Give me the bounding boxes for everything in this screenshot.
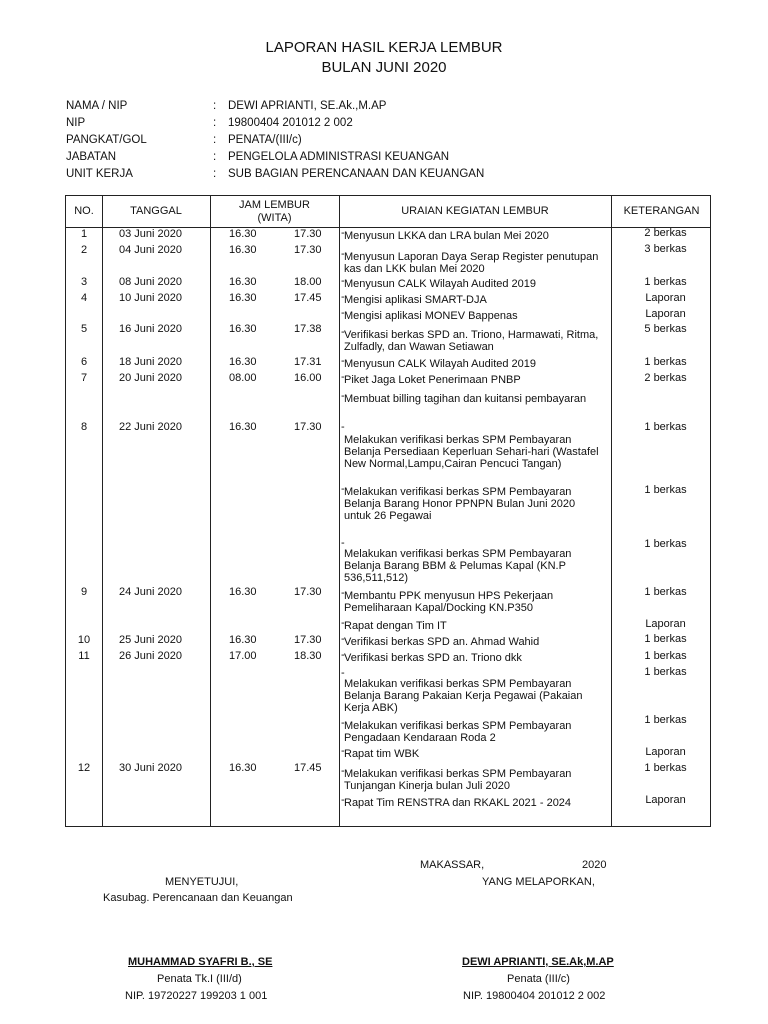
reporter-name: DEWI APRIANTI, SE.Ak,M.AP [462,956,614,968]
row-date: 25 Juni 2020 [119,634,182,646]
row-end: 17.45 [294,762,322,774]
column-divider [339,196,340,826]
activity-text: Menyusun CALK Wilayah Audited 2019 [344,358,537,370]
keterangan-cell: 2 berkas [644,372,687,384]
header-tanggal: TANGGAL [130,205,182,217]
approver-position: Kasubag. Perencanaan dan Keuangan [103,892,293,904]
row-start: 16.30 [229,323,257,335]
activity-item: - Menyusun CALK Wilayah Audited 2019 [341,355,537,370]
row-start: 16.30 [229,586,257,598]
reporter-nip: NIP. 19800404 201012 2 002 [463,990,606,1002]
activity-item: - Verifikasi berkas SPD an. Triono, Harmawati, Ritma, Zulfadly, dan Wawan Setiawan [341,326,599,353]
row-no: 8 [80,421,88,433]
keterangan-cell: 1 berkas [644,714,687,726]
row-date: 20 Juni 2020 [119,372,182,384]
activity-text: Rapat Tim RENSTRA dan RKAKL 2021 - 2024 [344,797,572,809]
activity-item: - Mengisi aplikasi MONEV Bappenas [341,307,518,322]
row-start: 16.30 [229,244,257,256]
keterangan-cell: Laporan [645,794,686,806]
activity-text: Melakukan verifikasi berkas SPM Pembayaran Belanja Barang Honor PPNPN Bulan Juni 2020 untuk 26 Pegawai [344,486,576,522]
row-start: 16.30 [229,356,257,368]
row-start: 16.30 [229,276,257,288]
activity-item: - Membuat billing tagihan dan kuitansi pembayaran [341,390,587,405]
info-value: 19800404 201012 2 002 [228,117,353,129]
activity-text: Membantu PPK menyusun HPS Pekerjaan Pemeliharaan Kapal/Docking KN.P350 [344,590,554,614]
approver-label: MENYETUJUI, [165,876,239,888]
report-title: LAPORAN HASIL KERJA LEMBUR [265,39,503,56]
row-start: 08.00 [229,372,257,384]
header-uraian: URAIAN KEGIATAN LEMBUR [401,205,549,217]
activity-text: Melakukan verifikasi berkas SPM Pembayaran Belanja Barang BBM & Pelumas Kapal (KN.P 536,511,512) [344,548,572,584]
activity-item: - Melakukan verifikasi berkas SPM Pembayaran Belanja Barang Honor PPNPN Bulan Juni 2020 untuk 26 Pegawai [341,483,576,522]
activity-item [344,678,604,714]
row-end: 17.31 [294,356,322,368]
info-value: PENGELOLA ADMINISTRASI KEUANGAN [228,151,450,163]
activity-text: Mengisi aplikasi MONEV Bappenas [344,310,518,322]
header-no: NO. [74,205,94,217]
row-no: 1 [80,228,88,240]
keterangan-cell: Laporan [645,618,686,630]
activity-item: - Piket Jaga Loket Penerimaan PNBP [341,371,521,386]
row-start: 16.30 [229,421,257,433]
row-end: 17.30 [294,421,322,433]
info-label: NIP [66,117,86,129]
activity-text: Mengisi aplikasi SMART-DJA [344,294,487,306]
row-no: 9 [80,586,88,598]
info-row-name: NAMA / NIP : DEWI APRIANTI, SE.Ak.,M.AP [66,98,484,115]
info-row-position: JABATAN : PENGELOLA ADMINISTRASI KEUANGAN [66,149,484,166]
info-value: SUB BAGIAN PERENCANAAN DAN KEUANGAN [228,168,485,180]
activity-text: Membuat billing tagihan dan kuitansi pembayaran [344,393,587,405]
activity-text: Verifikasi berkas SPD an. Ahmad Wahid [344,636,540,648]
signing-year: 2020 [582,859,607,871]
row-date: 08 Juni 2020 [119,276,182,288]
reporter-label: YANG MELAPORKAN, [482,876,595,888]
activity-text: Menyusun Laporan Daya Serap Register penutupan kas dan LKK bulan Mei 2020 [344,251,599,275]
info-label: UNIT KERJA [66,168,133,180]
activity-text: Verifikasi berkas SPD an. Triono, Harmawati, Ritma, Zulfadly, dan Wawan Setiawan [344,329,599,353]
activity-text: Rapat dengan Tim IT [344,620,447,632]
header-jam-title: JAM LEMBUR [239,198,310,211]
row-start: 16.30 [229,762,257,774]
column-divider [102,196,103,826]
header-jam-unit: (WITA) [257,211,292,224]
overtime-table: NO. TANGGAL JAM LEMBUR (WITA) URAIAN KEGIATAN LEMBUR KETERANGAN 1 03 Juni 2020 16.30 17.30 2 04 Juni 2020 16.30 17.30 3 08 Juni 2020 16.30 18.00 4 10 Juni 2020 16.30 17.45 5 16 Juni 2020 16.30 17.38 6 18 Juni 2020 16.30 17.31 7 20 Juni 2020 08.00 16.00 8 22 Juni 2020 16.30 17.30 9 24 Juni 2020 16.30 17.30 10 25 Juni 2020 16.30 17.30 11 26 Juni 2020 17.00 18.30 12 30 Juni 2020 16.30 17.45 - Menyusun LKKA dan LRA bulan Mei 2020 - Menyusun Laporan Daya Serap Register penutupan kas dan LKK bulan Mei 2020 - Menyusun CALK Wilayah Audited 2019 - Mengisi aplikasi SMART-DJA - Mengisi aplikasi MONEV Bappenas - Verifikasi berkas SPD an. Triono, Harmawati, Ritma, Zulfadly, dan Wawan Setiawan - Menyusun CALK Wilayah Audited 2019 - Piket Jaga Loket Penerimaan PNBP - Membuat billing tagihan dan kuitansi pembayaran - Melakukan verifikasi berkas SPM Pembayaran Belanja Persediaan Keperluan Sehari-hari (Wastafel New Normal,Lampu,Cairan Pencuci Tangan) - Melakukan verifikasi berkas SPM Pembayaran Belanja Barang Honor PPNPN Bulan Juni 2020 untuk 26 Pegawai - Melakukan verifikasi berkas SPM Pembayaran Belanja Barang BBM & Pelumas Kapal (KN.P 536,511,512) - Membantu PPK menyusun HPS Pekerjaan Pemeliharaan Kapal/Docking KN.P350 - Rapat dengan Tim IT - Verifikasi berkas SPD an. Ahmad Wahid - Verifikasi berkas SPD an. Triono dkk - Melakukan verifikasi berkas SPM Pembayaran Belanja Barang Pakaian Kerja Pegawai (Pakaian Kerja ABK) - Melakukan verifikasi berkas SPM Pembayaran Pengadaan Kendaraan Roda 2 - Rapat tim WBK - Melakukan verifikasi berkas SPM Pembayaran Tunjangan Kinerja bulan Juli 2020 - Rapat Tim RENSTRA dan RKAKL 2021 - 2024 2 berkas 3 berkas 1 berkas Laporan Laporan 5 berkas 1 berkas 2 berkas 1 berkas 1 berkas 1 berkas 1 berkas Laporan 1 berkas 1 berkas 1 berkas 1 berkas Laporan 1 berkas Laporan [65,195,711,827]
activity-text: Piket Jaga Loket Penerimaan PNBP [344,374,521,386]
row-end: 17.45 [294,292,322,304]
activity-item: - Menyusun LKKA dan LRA bulan Mei 2020 [341,227,549,242]
row-no: 12 [77,762,91,774]
info-value: DEWI APRIANTI, SE.Ak.,M.AP [228,100,387,112]
activity-item: - Menyusun Laporan Daya Serap Register penutupan kas dan LKK bulan Mei 2020 [341,248,599,275]
reporter-rank: Penata (III/c) [507,973,570,985]
activity-text: Menyusun CALK Wilayah Audited 2019 [344,278,537,290]
row-end: 17.30 [294,244,322,256]
keterangan-cell: 1 berkas [644,666,687,678]
row-start: 17.00 [229,650,257,662]
column-divider [210,196,211,826]
row-date: 26 Juni 2020 [119,650,182,662]
row-date: 24 Juni 2020 [119,586,182,598]
keterangan-cell: 1 berkas [644,586,687,598]
activity-text: Melakukan verifikasi berkas SPM Pembayaran Pengadaan Kendaraan Roda 2 [344,720,572,744]
row-date: 16 Juni 2020 [119,323,182,335]
keterangan-cell: 1 berkas [644,538,687,550]
info-value: PENATA/(III/c) [228,134,302,146]
row-date: 03 Juni 2020 [119,228,182,240]
activity-item: - Rapat Tim RENSTRA dan RKAKL 2021 - 2024 [341,794,572,809]
info-row-rank: PANGKAT/GOL : PENATA/(III/c) [66,132,484,149]
row-no: 4 [80,292,88,304]
header-keterangan: KETERANGAN [623,205,700,217]
activity-item: - Rapat tim WBK [341,745,420,760]
keterangan-cell: 1 berkas [644,356,687,368]
keterangan-cell: 1 berkas [644,650,687,662]
keterangan-cell: 1 berkas [644,421,687,433]
keterangan-cell: 1 berkas [644,633,687,645]
activity-item: - Verifikasi berkas SPD an. Triono dkk [341,649,522,664]
info-label: NAMA / NIP [66,100,128,112]
activity-item: - Verifikasi berkas SPD an. Ahmad Wahid [341,633,540,648]
activity-text: Menyusun LKKA dan LRA bulan Mei 2020 [344,230,549,242]
activity-item: - Membantu PPK menyusun HPS Pekerjaan Pemeliharaan Kapal/Docking KN.P350 [341,587,554,614]
row-start: 16.30 [229,634,257,646]
keterangan-cell: 1 berkas [644,276,687,288]
activity-text: Rapat tim WBK [344,748,420,760]
row-no: 10 [77,634,91,646]
row-no: 3 [80,276,88,288]
header-jam-lembur [210,196,339,227]
keterangan-cell: Laporan [645,308,686,320]
row-no: 2 [80,244,88,256]
info-label: JABATAN [66,151,117,163]
row-start: 16.30 [229,292,257,304]
activity-item: - Menyusun CALK Wilayah Audited 2019 [341,275,537,290]
row-no: 11 [78,650,90,662]
keterangan-cell: Laporan [645,292,686,304]
keterangan-cell: 5 berkas [644,323,687,335]
row-date: 22 Juni 2020 [119,421,182,433]
approver-rank: Penata Tk.I (III/d) [157,973,242,985]
employee-info [66,98,484,183]
activity-text: Melakukan verifikasi berkas SPM Pembayaran Tunjangan Kinerja bulan Juli 2020 [344,768,572,792]
row-end: 17.38 [294,323,322,335]
keterangan-cell: 1 berkas [644,484,687,496]
row-end: 18.30 [294,650,322,662]
row-end: 17.30 [294,586,322,598]
activity-item: - Melakukan verifikasi berkas SPM Pembayaran Tunjangan Kinerja bulan Juli 2020 [341,765,572,792]
row-end: 18.00 [294,276,322,288]
activity-item [344,434,604,470]
row-end: 17.30 [294,228,322,240]
activity-item: - Rapat dengan Tim IT [341,617,447,632]
report-subtitle: BULAN JUNI 2020 [321,59,447,76]
keterangan-cell: 1 berkas [644,762,687,774]
approver-name: MUHAMMAD SYAFRI B., SE [128,956,273,968]
info-label: PANGKAT/GOL [66,134,147,146]
activity-text: Melakukan verifikasi berkas SPM Pembayaran Belanja Persediaan Keperluan Sehari-hari (Wastafel New Normal,Lampu,Cairan Pencuci Tangan) [344,434,599,470]
signing-place: MAKASSAR, [420,859,485,871]
row-end: 17.30 [294,634,322,646]
row-no: 6 [80,356,88,368]
activity-text: Verifikasi berkas SPD an. Triono dkk [344,652,522,664]
activity-item [344,548,604,584]
keterangan-cell: 3 berkas [644,243,687,255]
row-date: 10 Juni 2020 [119,292,182,304]
keterangan-cell: Laporan [645,746,686,758]
info-row-nip: NIP : 19800404 201012 2 002 [66,115,484,132]
column-divider [611,196,612,826]
row-date: 30 Juni 2020 [119,762,182,774]
activity-item: - Melakukan verifikasi berkas SPM Pembayaran Pengadaan Kendaraan Roda 2 [341,717,572,744]
activity-item: - Mengisi aplikasi SMART-DJA [341,291,487,306]
row-start: 16.30 [229,228,257,240]
row-no: 7 [80,372,88,384]
keterangan-cell: 2 berkas [644,227,687,239]
row-end: 16.00 [294,372,322,384]
row-date: 18 Juni 2020 [119,356,182,368]
row-no: 5 [80,323,88,335]
row-date: 04 Juni 2020 [119,244,182,256]
activity-text: Melakukan verifikasi berkas SPM Pembayaran Belanja Barang Pakaian Kerja Pegawai (Pakaian Kerja ABK) [344,678,583,714]
info-row-unit: UNIT KERJA : SUB BAGIAN PERENCANAAN DAN KEUANGAN [66,166,484,183]
approver-nip: NIP. 19720227 199203 1 001 [125,990,268,1002]
